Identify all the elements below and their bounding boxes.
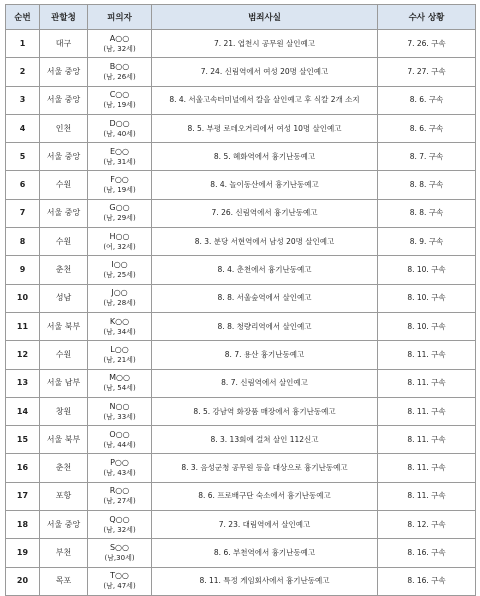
table-row: [6, 511, 476, 539]
row-suspect: [88, 369, 152, 397]
table-row: [6, 171, 476, 199]
table-row: [6, 539, 476, 567]
row-office: 서울 중앙: [40, 199, 88, 227]
row-number: 10: [6, 284, 40, 312]
table-body: [6, 30, 476, 596]
row-number: 7: [6, 199, 40, 227]
row-number: 14: [6, 397, 40, 425]
row-office: 포항: [40, 482, 88, 510]
row-number: 1: [6, 30, 40, 58]
suspect-info: (남, 32세): [103, 44, 136, 53]
table-row: [6, 199, 476, 227]
suspect-info: (남, 26세): [103, 72, 136, 81]
suspect-info: (남, 25세): [103, 271, 136, 280]
row-office: 수원: [40, 228, 88, 256]
suspect-info: (남, 27세): [103, 497, 136, 506]
suspect-info: (남, 43세): [103, 469, 136, 478]
row-status: 8. 11. 구속: [378, 341, 476, 369]
row-crime: 8. 4. 서울고속터미널에서 칼을 살인예고 후 식칼 2개 소지: [152, 86, 378, 114]
table-row: [6, 114, 476, 142]
row-suspect: [88, 171, 152, 199]
table-row: [6, 482, 476, 510]
suspect-name: G○○: [109, 203, 130, 213]
row-crime: 7. 23. 대림역에서 살인예고: [152, 511, 378, 539]
row-crime: 8. 11. 특정 게임회사에서 흉기난동예고: [152, 567, 378, 595]
row-suspect: [88, 567, 152, 595]
row-suspect: [88, 511, 152, 539]
suspect-info: (남, 44세): [103, 440, 136, 449]
row-office: 창원: [40, 397, 88, 425]
row-number: 2: [6, 58, 40, 86]
table-row: [6, 228, 476, 256]
row-office: 부천: [40, 539, 88, 567]
table-row: [6, 58, 476, 86]
row-suspect: [88, 312, 152, 340]
suspect-info: (남, 34세): [103, 327, 136, 336]
table-row: [6, 369, 476, 397]
row-office: 서울 중앙: [40, 143, 88, 171]
row-office: 서울 중앙: [40, 58, 88, 86]
suspect-name: N○○: [109, 401, 130, 411]
row-status: 8. 8. 구속: [378, 171, 476, 199]
table-row: [6, 86, 476, 114]
row-number: 3: [6, 86, 40, 114]
suspect-name: K○○: [109, 316, 130, 326]
row-status: 8. 11. 구속: [378, 369, 476, 397]
suspect-name: B○○: [109, 61, 130, 71]
suspect-info: (여, 32세): [103, 242, 136, 251]
row-crime: 8. 3. 13회에 걸쳐 살인 112신고: [152, 426, 378, 454]
suspect-name: L○○: [110, 344, 129, 354]
row-number: 19: [6, 539, 40, 567]
row-status: 7. 26. 구속: [378, 30, 476, 58]
row-status: 8. 11. 구속: [378, 454, 476, 482]
row-number: 5: [6, 143, 40, 171]
row-status: 8. 10. 구속: [378, 312, 476, 340]
suspect-info: (남, 19세): [103, 101, 136, 110]
table-row: [6, 567, 476, 595]
row-number: 17: [6, 482, 40, 510]
suspect-info: (남, 31세): [103, 157, 136, 166]
header-office: 관할청: [40, 5, 88, 30]
row-office: 서울 북부: [40, 312, 88, 340]
row-status: 8. 9. 구속: [378, 228, 476, 256]
row-crime: 8. 4. 놀이동산에서 흉기난동예고: [152, 171, 378, 199]
table-row: [6, 256, 476, 284]
table-row: [6, 30, 476, 58]
row-suspect: [88, 30, 152, 58]
row-suspect: [88, 114, 152, 142]
table-row: [6, 284, 476, 312]
row-number: 4: [6, 114, 40, 142]
row-status: 8. 11. 구속: [378, 426, 476, 454]
row-status: 8. 6. 구속: [378, 86, 476, 114]
row-office: 서울 북부: [40, 426, 88, 454]
row-status: 8. 12. 구속: [378, 511, 476, 539]
suspect-info: (남, 54세): [103, 384, 136, 393]
row-crime: 8. 8. 청량리역에서 살인예고: [152, 312, 378, 340]
row-office: 인천: [40, 114, 88, 142]
suspect-info: (남, 29세): [103, 214, 136, 223]
row-crime: 8. 5. 강남역 화장품 매장에서 흉기난동예고: [152, 397, 378, 425]
row-office: 서울 남부: [40, 369, 88, 397]
row-office: 춘천: [40, 454, 88, 482]
row-suspect: [88, 199, 152, 227]
row-number: 12: [6, 341, 40, 369]
row-number: 6: [6, 171, 40, 199]
row-suspect: [88, 454, 152, 482]
table-row: [6, 397, 476, 425]
row-crime: 7. 21. 엽천시 공무원 살인예고: [152, 30, 378, 58]
suspect-name: S○○: [109, 542, 130, 552]
row-office: 수원: [40, 341, 88, 369]
row-crime: 8. 6. 부천역에서 흉기난동예고: [152, 539, 378, 567]
row-suspect: [88, 86, 152, 114]
row-office: 수원: [40, 171, 88, 199]
table-row: [6, 426, 476, 454]
suspect-info: (남, 47세): [103, 582, 136, 591]
suspect-name: T○○: [110, 571, 129, 581]
row-suspect: [88, 482, 152, 510]
header-crime: 범죄사실: [152, 5, 378, 30]
suspect-name: C○○: [109, 90, 130, 100]
row-crime: 8. 8. 서울숲역에서 살인예고: [152, 284, 378, 312]
row-number: 9: [6, 256, 40, 284]
row-crime: 8. 3. 분당 서현역에서 남성 20명 살인예고: [152, 228, 378, 256]
row-office: 서울 중앙: [40, 86, 88, 114]
row-number: 16: [6, 454, 40, 482]
row-office: 성남: [40, 284, 88, 312]
row-office: 춘천: [40, 256, 88, 284]
table-row: [6, 454, 476, 482]
header-suspect: 피의자: [88, 5, 152, 30]
table-row: [6, 341, 476, 369]
suspect-name: F○○: [110, 175, 129, 185]
suspect-info: (남, 32세): [103, 525, 136, 534]
row-crime: 8. 4. 춘천에서 흉기난동예고: [152, 256, 378, 284]
row-suspect: [88, 256, 152, 284]
suspect-info: (남, 19세): [103, 186, 136, 195]
header-number: 순번: [6, 5, 40, 30]
row-status: 8. 10. 구속: [378, 256, 476, 284]
row-suspect: [88, 143, 152, 171]
row-status: 8. 16. 구속: [378, 539, 476, 567]
row-number: 18: [6, 511, 40, 539]
suspect-name: D○○: [109, 118, 130, 128]
row-crime: 7. 24. 신림역에서 여성 20명 살인예고: [152, 58, 378, 86]
suspect-name: Q○○: [109, 514, 130, 524]
row-crime: 8. 3. 음성군청 공무원 등을 대상으로 흉기난동예고: [152, 454, 378, 482]
row-status: 8. 8. 구속: [378, 199, 476, 227]
row-number: 8: [6, 228, 40, 256]
suspect-name: H○○: [109, 231, 130, 241]
header-status: 수사 상황: [378, 5, 476, 30]
suspect-info: (남, 40세): [103, 129, 136, 138]
table-header-row: [6, 5, 476, 30]
row-status: 7. 27. 구속: [378, 58, 476, 86]
row-status: 8. 7. 구속: [378, 143, 476, 171]
suspect-name: I○○: [111, 260, 128, 270]
row-number: 15: [6, 426, 40, 454]
suspect-name: O○○: [109, 429, 130, 439]
table-row: [6, 312, 476, 340]
row-crime: 8. 6. 프로배구단 숙소에서 흉기난동예고: [152, 482, 378, 510]
row-suspect: [88, 341, 152, 369]
row-suspect: [88, 228, 152, 256]
row-crime: 7. 26. 신림역에서 흉기난동예고: [152, 199, 378, 227]
row-status: 8. 10. 구속: [378, 284, 476, 312]
row-suspect: [88, 426, 152, 454]
row-crime: 8. 5. 혜화역에서 흉기난동예고: [152, 143, 378, 171]
suspect-name: P○○: [110, 458, 129, 468]
row-crime: 8. 5. 부평 로데오거리에서 여성 10명 살인예고: [152, 114, 378, 142]
suspect-info: (남, 33세): [103, 412, 136, 421]
suspect-info: (남, 28세): [103, 299, 136, 308]
suspect-table: [5, 4, 476, 596]
row-status: 8. 11. 구속: [378, 397, 476, 425]
table-row: [6, 143, 476, 171]
row-crime: 8. 7. 신림역에서 살인예고: [152, 369, 378, 397]
row-number: 13: [6, 369, 40, 397]
row-suspect: [88, 284, 152, 312]
suspect-name: M○○: [109, 373, 130, 383]
row-number: 20: [6, 567, 40, 595]
row-suspect: [88, 58, 152, 86]
row-crime: 8. 7. 용산 흉기난동예고: [152, 341, 378, 369]
row-office: 서울 중앙: [40, 511, 88, 539]
suspect-name: J○○: [111, 288, 128, 298]
suspect-info: (남, 21세): [103, 355, 136, 364]
row-status: 8. 11. 구속: [378, 482, 476, 510]
row-office: 목포: [40, 567, 88, 595]
row-number: 11: [6, 312, 40, 340]
suspect-info: (남,30세): [104, 553, 135, 562]
row-status: 8. 16. 구속: [378, 567, 476, 595]
row-office: 대구: [40, 30, 88, 58]
row-suspect: [88, 397, 152, 425]
suspect-name: R○○: [109, 486, 130, 496]
row-suspect: [88, 539, 152, 567]
suspect-name: E○○: [109, 146, 129, 156]
suspect-name: A○○: [109, 33, 130, 43]
row-status: 8. 6. 구속: [378, 114, 476, 142]
